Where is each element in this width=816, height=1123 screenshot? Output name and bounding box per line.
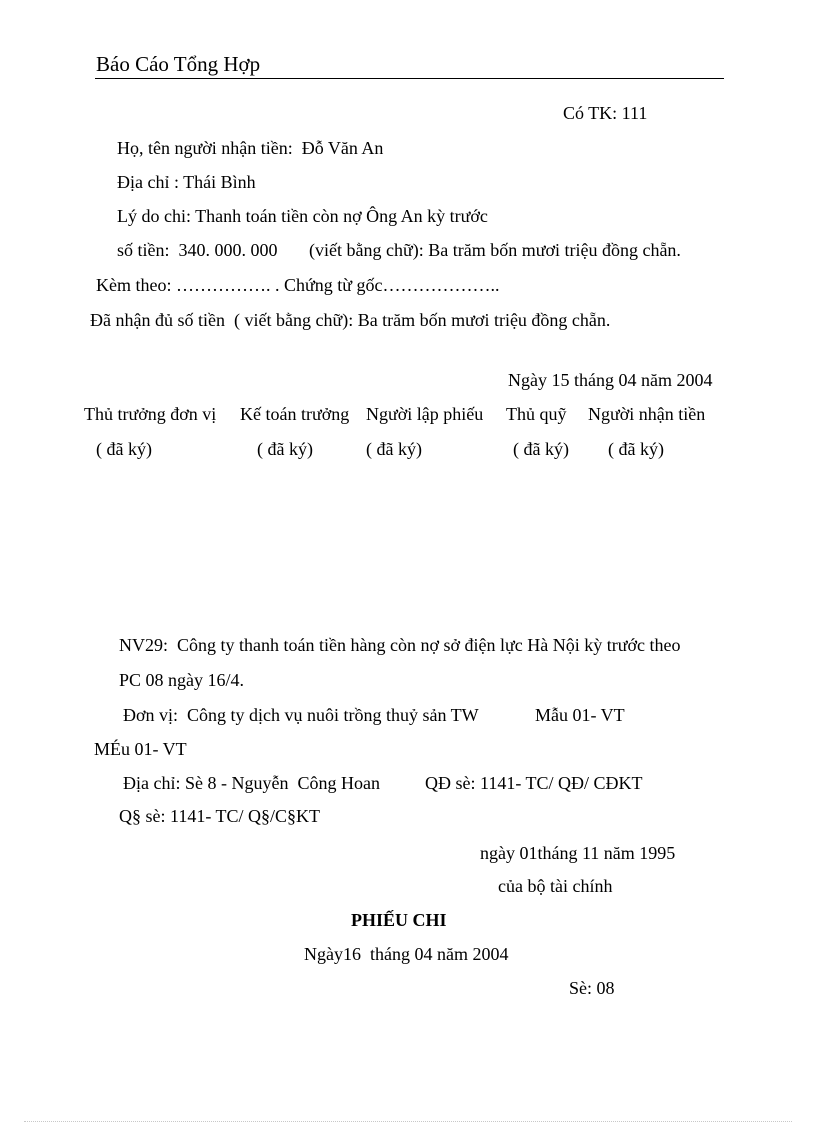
signature-status: ( đã ký) xyxy=(366,439,422,459)
signature-status: ( đã ký) xyxy=(513,439,569,459)
transaction-reference: PC 08 ngày 16/4. xyxy=(119,670,245,690)
decision-number-garbled: Q§ sè: 1141- TC/ Q§/C§KT xyxy=(119,806,320,826)
recipient-address: Địa chỉ : Thái Bình xyxy=(117,172,256,192)
signature-title: Thủ quỹ xyxy=(506,404,567,424)
unit-name: Đơn vị: Công ty dịch vụ nuôi trồng thuỷ sản TW xyxy=(123,705,479,725)
signature-status: ( đã ký) xyxy=(96,439,152,459)
report-title: Báo Cáo Tổng Hợp xyxy=(96,52,261,76)
signature-title: Thủ trưởng đơn vị xyxy=(84,404,217,424)
voucher-title: PHIẾU CHI xyxy=(351,910,447,930)
attached-documents: Kèm theo: ……………. . Chứng từ gốc……………….. xyxy=(96,275,504,295)
decision-number: QĐ sè: 1141- TC/ QĐ/ CĐKT xyxy=(425,773,643,793)
header-rule xyxy=(95,78,724,79)
voucher-number: Sè: 08 xyxy=(569,978,615,998)
received-amount: Đã nhận đủ số tiền ( viết bằng chữ): Ba trăm bốn mươi triệu đồng chẵn. xyxy=(90,310,611,330)
signature-title: Người nhận tiền xyxy=(588,404,706,424)
voucher-date: Ngày 15 tháng 04 năm 2004 xyxy=(508,370,713,390)
ministry-date: ngày 01tháng 11 năm 1995 xyxy=(480,843,676,863)
form-number: Mẫu 01- VT xyxy=(535,705,625,725)
signature-title: Kế toán trưởng xyxy=(240,404,350,424)
credit-account: Có TK: 111 xyxy=(563,103,648,123)
payment-amount: số tiền: 340. 000. 000 (viết bằng chữ): Ba trăm bốn mươi triệu đồng chẵn. xyxy=(117,240,681,260)
recipient-name: Họ, tên người nhận tiền: Đỗ Văn An xyxy=(117,138,384,158)
voucher-date: Ngày16 tháng 04 năm 2004 xyxy=(304,944,509,964)
payment-reason: Lý do chi: Thanh toán tiền còn nợ Ông An kỳ trước xyxy=(117,206,488,226)
signature-status: ( đã ký) xyxy=(608,439,664,459)
footer-divider xyxy=(24,1121,792,1122)
transaction-description: NV29: Công ty thanh toán tiền hàng còn nợ sở điện lực Hà Nội kỳ trước theo xyxy=(119,635,681,655)
signature-status: ( đã ký) xyxy=(257,439,313,459)
unit-address: Địa chỉ: Sè 8 - Nguyễn Công Hoan xyxy=(123,773,380,793)
form-number-garbled: MÉu 01- VT xyxy=(94,739,187,759)
ministry: của bộ tài chính xyxy=(498,876,613,896)
signature-title: Người lập phiếu xyxy=(366,404,484,424)
